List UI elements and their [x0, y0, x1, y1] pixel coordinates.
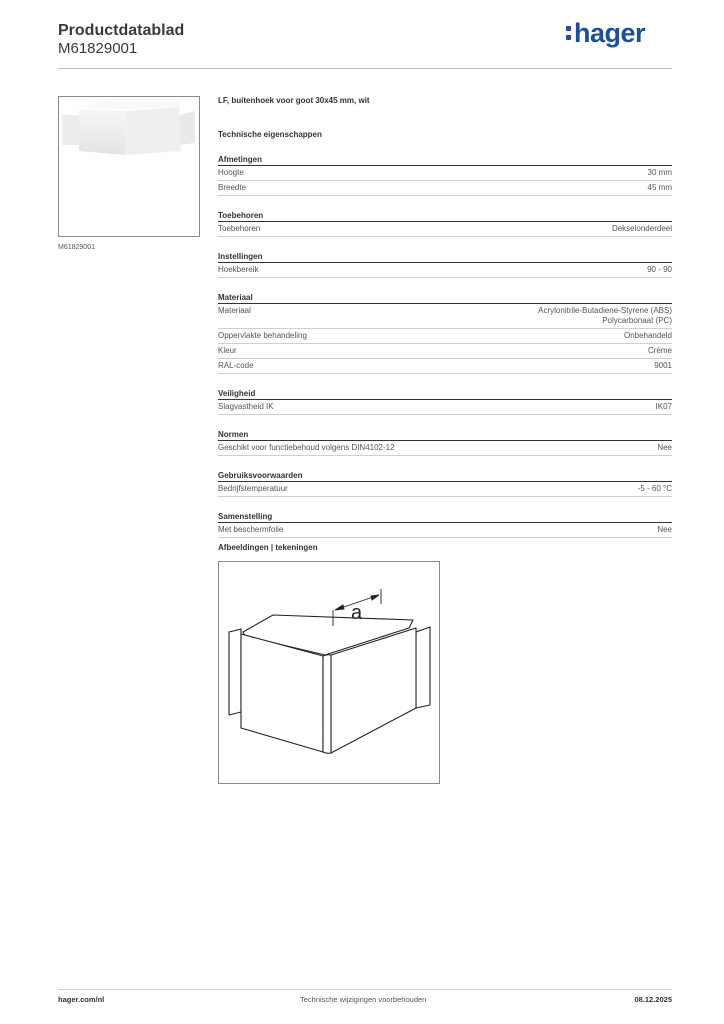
product-title: LF, buitenhoek voor goot 30x45 mm, wit	[218, 96, 370, 105]
spec-value: -5 - 60 °C	[637, 484, 672, 493]
spec-row	[218, 344, 672, 359]
section-afmetingen	[218, 154, 672, 196]
logo-dots-icon	[566, 22, 572, 44]
spec-label: Breedte	[218, 183, 247, 192]
spec-row	[218, 181, 672, 196]
spec-label: Met beschermfolie	[218, 525, 284, 534]
footer-disclaimer: Technische wijzigingen voorbehouden	[300, 995, 427, 1004]
spec-label: Bedrijfstemperatuur	[218, 484, 288, 493]
spec-value: 90 - 90	[647, 265, 672, 274]
spec-value: IK07	[655, 402, 672, 411]
spec-value: Acrylonitrile-Butadiene-Styrene (ABS) Polycarbonaat (PC)	[538, 306, 672, 325]
section-samenstelling	[218, 511, 672, 538]
spec-row	[218, 523, 672, 538]
spec-label: Materiaal	[218, 306, 251, 315]
spec-label: Hoekbereik	[218, 265, 259, 274]
spec-row	[218, 400, 672, 415]
spec-label: Slagvastheid IK	[218, 402, 274, 411]
spec-row	[218, 482, 672, 497]
spec-row	[218, 222, 672, 237]
photo-caption: M61829001	[58, 244, 95, 251]
dimension-label: a	[351, 602, 363, 624]
section-instellingen	[218, 251, 672, 278]
spec-value: Nee	[657, 525, 672, 534]
spec-value: Dekselonderdeel	[611, 224, 672, 233]
section-materiaal	[218, 292, 672, 374]
spec-value: 45 mm	[647, 183, 672, 192]
product-code: M61829001	[58, 40, 138, 57]
spec-label: Toebehoren	[218, 224, 261, 233]
technical-properties-title: Technische eigenschappen	[218, 130, 322, 139]
spec-row	[218, 304, 672, 329]
section-title: Gebruiksvoorwaarden	[218, 470, 672, 482]
product-photo-icon	[59, 97, 199, 236]
product-photo	[58, 96, 200, 237]
page-title: Productdatablad	[58, 22, 185, 39]
spec-label: Geschikt voor functiebehoud volgens DIN4102-12	[218, 443, 395, 452]
logo-text: hager	[574, 18, 646, 48]
section-gebruiksvoorwaarden	[218, 470, 672, 497]
spec-value: 9001	[654, 361, 672, 370]
hager-logo	[566, 18, 645, 49]
images-title: Afbeeldingen | tekeningen	[218, 543, 318, 552]
spec-row	[218, 166, 672, 181]
corner-drawing-icon	[219, 562, 439, 783]
spec-value: 30 mm	[647, 168, 672, 177]
spec-label: Hoogte	[218, 168, 244, 177]
spec-label: Oppervlakte behandeling	[218, 331, 307, 340]
section-title: Toebehoren	[218, 210, 672, 222]
footer-date: 08.12.2025	[634, 995, 672, 1004]
section-veiligheid	[218, 388, 672, 415]
section-title: Materiaal	[218, 292, 672, 304]
section-title: Instellingen	[218, 251, 672, 263]
section-title: Samenstelling	[218, 511, 672, 523]
section-toebehoren	[218, 210, 672, 237]
technical-drawing	[218, 561, 440, 784]
spec-label: RAL-code	[218, 361, 254, 370]
spec-value: Crème	[647, 346, 672, 355]
section-title: Afmetingen	[218, 154, 672, 166]
footer-divider	[58, 989, 672, 990]
spec-value: Onbehandeld	[623, 331, 672, 340]
spec-label: Kleur	[218, 346, 237, 355]
header-divider	[58, 68, 672, 69]
spec-row	[218, 263, 672, 278]
section-title: Normen	[218, 429, 672, 441]
spec-row	[218, 329, 672, 344]
spec-value: Nee	[657, 443, 672, 452]
spec-row	[218, 441, 672, 456]
footer-website-link[interactable]: hager.com/nl	[58, 995, 105, 1004]
spec-content	[218, 96, 672, 538]
section-title: Veiligheid	[218, 388, 672, 400]
spec-row	[218, 359, 672, 374]
section-normen	[218, 429, 672, 456]
